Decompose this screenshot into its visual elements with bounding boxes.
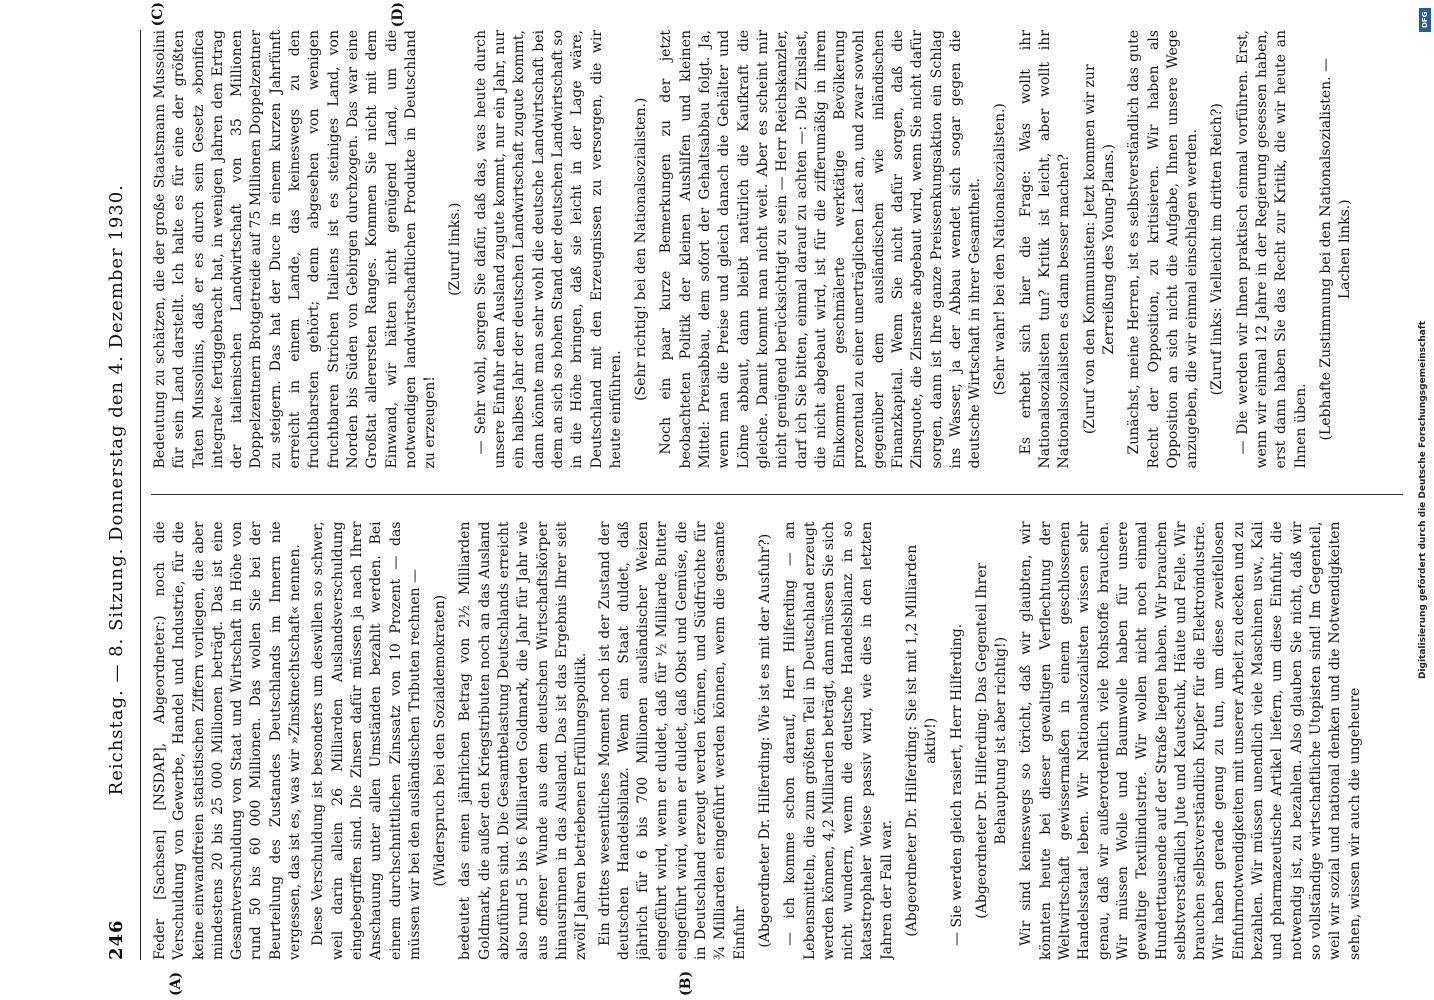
left-column xyxy=(151,522,1403,961)
page-header xyxy=(106,30,141,960)
paragraph: — Sehr wohl, sorgen Sie dafür, daß das, was heute durch unsere Einfuhr dem Ausland zugute kommt, nur ein Jahr, nur ein halbes Jahr der deutschen Landwirtschaft zugute kommt, dann könnte man sehr wohl die deutsche Landwirtschaft bei dem an sich so hohen Stand der deutschen Landwirtschaft so in die Höhe bringen, daß sie leicht in der Lage wäre, Deutschland mit den Erzeugnissen zu versorgen, die wir heute einführen. xyxy=(472,30,624,469)
paragraph: bedeutet das einen jährlichen Betrag von 2½ Milliarden Goldmark, die außer den Kriegstributen noch an das Ausland abzuführen sind. Die Gesamtbelastung Deutschlands erreicht also rund 5 bis 6 Milliarden Goldmark, die Jahr für Jahr wie aus offener Wunde aus dem deutschen Wirtschaftskörper hinausrinnen in das Ausland. Das ist das Ergebnis Ihrer seit zwölf Jahren betriebenen Erfüllungspolitik. xyxy=(457,521,590,960)
margin-marker-c: (C) xyxy=(150,2,166,27)
session-title: Reichstag. — 8. Sitzung. Donnerstag den 4. Dezember 1930. xyxy=(106,184,127,796)
right-column xyxy=(151,30,1403,469)
document-page xyxy=(90,0,1420,1000)
paragraph: Feder [Sachsen] [NSDAP], Abgeordneter:) noch die Verschuldung von Gewerbe, Handel und Industrie, für die keine einwandfreien statistischen Ziffern vorliegen, die aber mindestens 20 bis 25 000 Millionen beträgt. Das ist eine Gesamtverschuldung von Staat und Wirtschaft in Höhe von rund 50 bis 60 000 Millionen. Das wollen Sie bei der Beurteilung des Zustandes Deutschlands im Innern nie vergessen, das ist es, was wir »Zinsknechtschaft« nennen. xyxy=(152,521,304,960)
digitization-credit xyxy=(1412,0,1434,1000)
paragraph: Diese Verschuldung ist besonders um deswillen so schwer, weil darin allein 26 Milliarden Auslandsverschuldung eingebegriffen sind. Die Zinsen dafür müssen ja nach Ihrer Anschauung unter allen Umständen bezahlt werden. Bei einem durchschnittlichen Zinssatz von 10 Prozent — das müssen wir bei den ausländischen Tributen rechnen — xyxy=(310,521,423,960)
paragraph: Ein drittes wesentliches Moment noch ist der Zustand der deutschen Handelsbilanz. Wenn ein Staat duldet, daß jährlich für 6 bis 700 Millionen ausländischer Weizen eingeführt wird, wenn er duldet, daß für ½ Milliarde Butter eingeführt wird, wenn er duldet, daß Obst und Gemüse, die in Deutschland erzeugt werden können, und Südfrüchte für ¾ Milliarden eingeführt werden können, wenn die gesamte Einfuhr xyxy=(596,521,748,960)
interjection: (Abgeordneter Dr. Hilferding: Das Gegenteil Ihrer Behauptung ist aber richtig!) xyxy=(973,562,1010,919)
credit-text: Digitalisierung gefördert durch die Deutsche Forschungsgemeinschaft xyxy=(1418,320,1428,680)
interjection: (Zuruf links.) xyxy=(447,202,464,296)
text-columns xyxy=(151,30,1403,960)
paragraph: — Die werden wir Ihnen praktisch einmal vorführen. Erst, wenn wir einmal 12 Jahre in der Regierung gesessen haben, erst dann haben Sie das Recht zur Kritik, die wir heute an Ihnen üben. xyxy=(1234,30,1309,469)
dfg-logo-icon: DFG xyxy=(1419,8,1431,32)
paragraph: Bedeutung zu schätzen, die der große Staatsmann Mussolini für sein Land darstellt. Ich halte es für eine der größten Taten Mussolinis, daß er es durch sein Gesetz »bonifica integrale« fertiggebracht hat, in wenigen Jahren den Ertrag der italienischen Landwirtschaft von 35 Millionen Doppelzentnern Brotgetreide auf 75 Millionen Doppelzentner zu steigern. Das hat der Duce in einem kurzen Jahrfünft erreicht in einem Lande, das keineswegs zu den fruchtbarsten gehört; denn abgesehen von wenigen fruchtbaren Strichen Italiens ist es steiniges Land, von Norden bis Süden von Gebirgen durchzogen. Das war eine Großtat allerersten Ranges. Kommen Sie nicht mit dem Einwand, wir hätten nicht genügend Land, um die notwendigen landwirtschaftlichen Produkte in Deutschland zu erzeugen! xyxy=(152,30,439,469)
margin-marker-b: (B) xyxy=(678,970,694,996)
paragraph: Noch ein paar kurze Bemerkungen zu der jetzt beobachteten Politik der kleinen Aushilfen und kleinen Mittel: Preisabbau, dem sofort der Gehaltsabbau folgt. Ja, wenn man die Preise und gleich danach die Gehälter und Löhne abbaut, dann bleibt natürlich die Kaufkraft die gleiche. Damit kommt man nicht weit. Aber es scheint mir nicht genügend berücksichtigt zu sein — Herr Reichskanzler, darf ich Sie bitten, einmal darauf zu achten —: Die Zinslast, die nicht abgebaut wird, ist für die zifferumäßig in ihrem Einkommen geschmälerte werktätige Bevölkerung prozentual zu einer unerträglichen Last an, und zwar sowohl gegenüber dem ausländischen wie inländischen Finanzkapital. Wenn Sie nicht dafür sorgen, daß die Zinsquote, die Zinsrate abgebaut wird, wenn Sie nicht dafür sorgen, dann ist Ihre ganze Preissenkungsaktion ein Schlag ins Wasser, ja der Abbau wendet sich sogar gegen die deutsche Wirtschaft in ihrer Gesamtheit. xyxy=(658,30,984,469)
column-divider xyxy=(151,495,1403,496)
page-number: 246 xyxy=(106,919,127,960)
paragraph: Wir sind keineswegs so töricht, daß wir glaubten, wir könnten heute bei dieser gewaltigen Verflechtung der Weltwirtschaft gewissermaßen in einem geschlossenen Handelsstaat leben. Wir Nationalsozialisten wissen sehr genau, daß wir außerordentlich viele Rohstoffe brauchen. Wir müssen Wolle und Baumwolle haben für unsere gewaltige Textilindustrie. Wir wollen nicht noch einmal Hunderttausende auf der Straße liegen haben. Wir brauchen selbstverständlich Jute und Kautschuk, Häute und Felle. Wir brauchen selbstverständlich Kupfer für die Elektroindustrie. Wir haben gerade genug zu tun, um diese zweifellosen Einfuhrnotwendigkeiten mit unserer Arbeit zu decken und zu bezahlen. Wir müssen unendlich viele Maschinen usw., Kali und pharmazeutische Artikel liefern, um diese Einfuhr, die notwendig ist, zu bezahlen. Also glauben Sie nicht, daß wir so vollständige wirtschaftliche Utopisten sind! Im Gegenteil, weil wir sozial und national denken und die Notwendigkeiten sehen, wissen wir auch die ungeheure xyxy=(1018,521,1363,960)
interjection: (Lebhafte Zustimmung bei den Nationalsozialisten. — Lachen links.) xyxy=(1317,57,1354,441)
paragraph: — Sie werden gleich rasiert, Herr Hilferding. xyxy=(948,623,965,946)
interjection: (Sehr richtig! bei den Nationalsozialisten.) xyxy=(633,97,650,401)
interjection: (Abgeordneter Dr. Hilferding: Wie ist es mit der Ausfuhr?) xyxy=(756,533,773,948)
margin-marker-a: (A) xyxy=(168,971,184,996)
interjection: (Sehr wahr! bei den Nationalsozialisten.) xyxy=(992,103,1009,396)
paragraph: Es erhebt sich hier die Frage: Was wollt ihr Nationalsozialisten tun? Kritik ist leicht, aber wollt ihr Nationalsozialisten es dann besser machen? xyxy=(1017,30,1073,469)
interjection: (Abgeordneter Dr. Hilferding: Sie ist mit 1,2 Milliarden aktiv!) xyxy=(903,544,940,937)
margin-marker-d: (D) xyxy=(390,2,406,28)
interjection: (Zuruf links: Vielleicht im dritten Reich?) xyxy=(1209,103,1226,396)
paragraph: — ich komme schon darauf, Herr Hilferding — an Lebensmitteln, die zum größten Teil in Deutschland erzeugt werden können, 4,2 Milliarden beträgt, dann müssen Sie sich nicht wundern, wenn die deutsche Handelsbilanz in so katastrophaler Weise passiv wird, wie dies in den letzten Jahren der Fall war. xyxy=(782,521,895,960)
paragraph: Zunächst, meine Herren, ist es selbstverständlich das gute Recht der Opposition, zu kritisieren. Wir haben als Opposition an sich nicht die Aufgabe, Ihnen unsere Wege anzugeben, die wir einmal einschlagen werden. xyxy=(1126,30,1201,469)
interjection: (Zuruf von den Kommunisten: Jetzt kommen wir zur Zerreißung des Young-Plans.) xyxy=(1081,64,1117,435)
interjection: (Widerspruch bei den Sozialdemokraten) xyxy=(432,594,449,887)
